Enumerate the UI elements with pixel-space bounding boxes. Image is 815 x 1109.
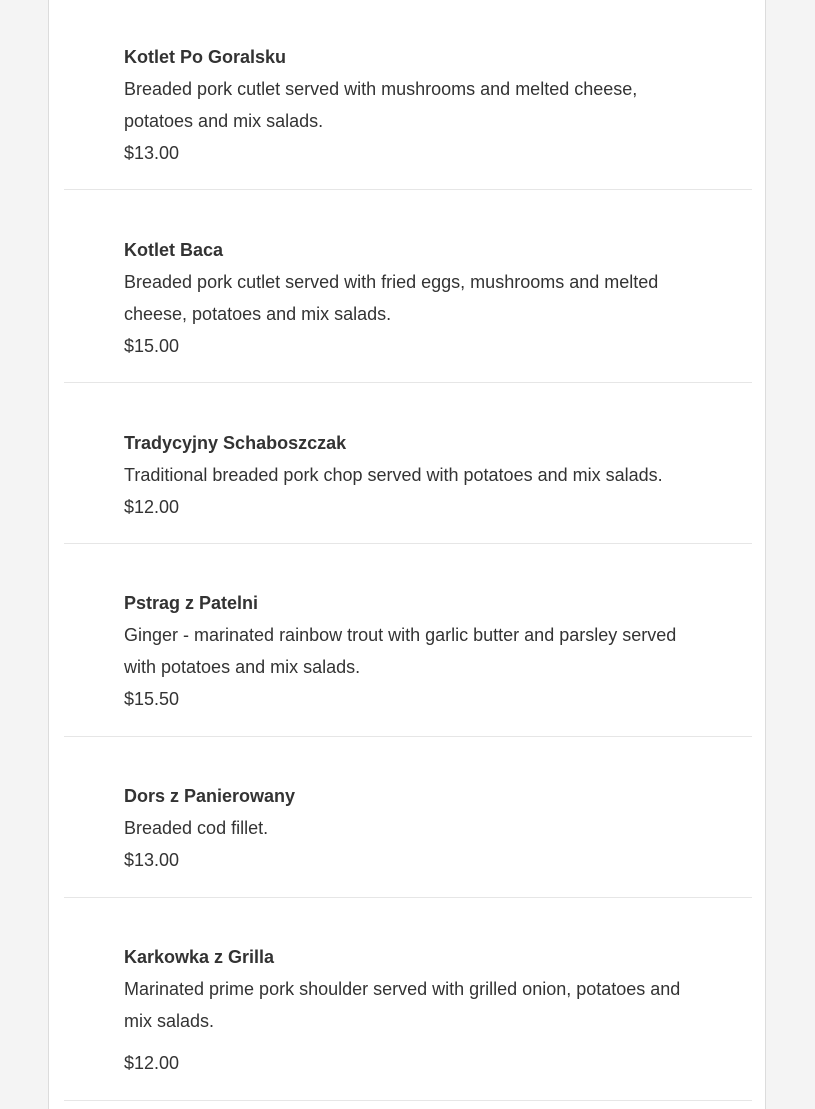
menu-item-name: Pstrag z Patelni xyxy=(124,593,259,613)
menu-item-name: Tradycyjny Schaboszczak xyxy=(124,433,347,453)
menu-item-name: Kotlet Baca xyxy=(124,240,224,260)
menu-item-price: $15.50 xyxy=(124,689,180,709)
menu-item[interactable] xyxy=(64,383,752,544)
menu-item-name: Karkowka z Grilla xyxy=(124,947,275,967)
menu-item-name: Dors z Panierowany xyxy=(124,786,296,806)
menu-item-price: $12.00 xyxy=(124,1053,180,1073)
menu-item-description: Marinated prime pork shoulder served with grilled onion, potatoes and mix salads. xyxy=(124,979,681,1031)
menu-item-description: Traditional breaded pork chop served with potatoes and mix salads. xyxy=(124,465,663,485)
menu-item[interactable] xyxy=(64,190,752,383)
menu-item[interactable] xyxy=(64,898,752,1101)
menu-item-description: Breaded pork cutlet served with fried eggs, mushrooms and melted cheese, potatoes and mix salads. xyxy=(124,272,659,324)
menu-item-name: Kotlet Po Goralsku xyxy=(124,47,287,67)
menu-panel xyxy=(48,0,766,1109)
menu-item-price: $13.00 xyxy=(124,850,180,870)
menu-item-description: Breaded pork cutlet served with mushrooms and melted cheese, potatoes and mix salads. xyxy=(124,79,638,131)
menu-item-description: Ginger - marinated rainbow trout with garlic butter and parsley served with potatoes and mix salads. xyxy=(124,625,677,677)
menu-item-price: $12.00 xyxy=(124,497,180,517)
menu-item-description: Breaded cod fillet. xyxy=(124,818,269,838)
menu-item-price: $15.00 xyxy=(124,336,180,356)
menu-item[interactable] xyxy=(64,0,752,190)
menu-item[interactable] xyxy=(64,544,752,737)
menu-item[interactable] xyxy=(64,737,752,898)
menu-item-price: $13.00 xyxy=(124,143,180,163)
